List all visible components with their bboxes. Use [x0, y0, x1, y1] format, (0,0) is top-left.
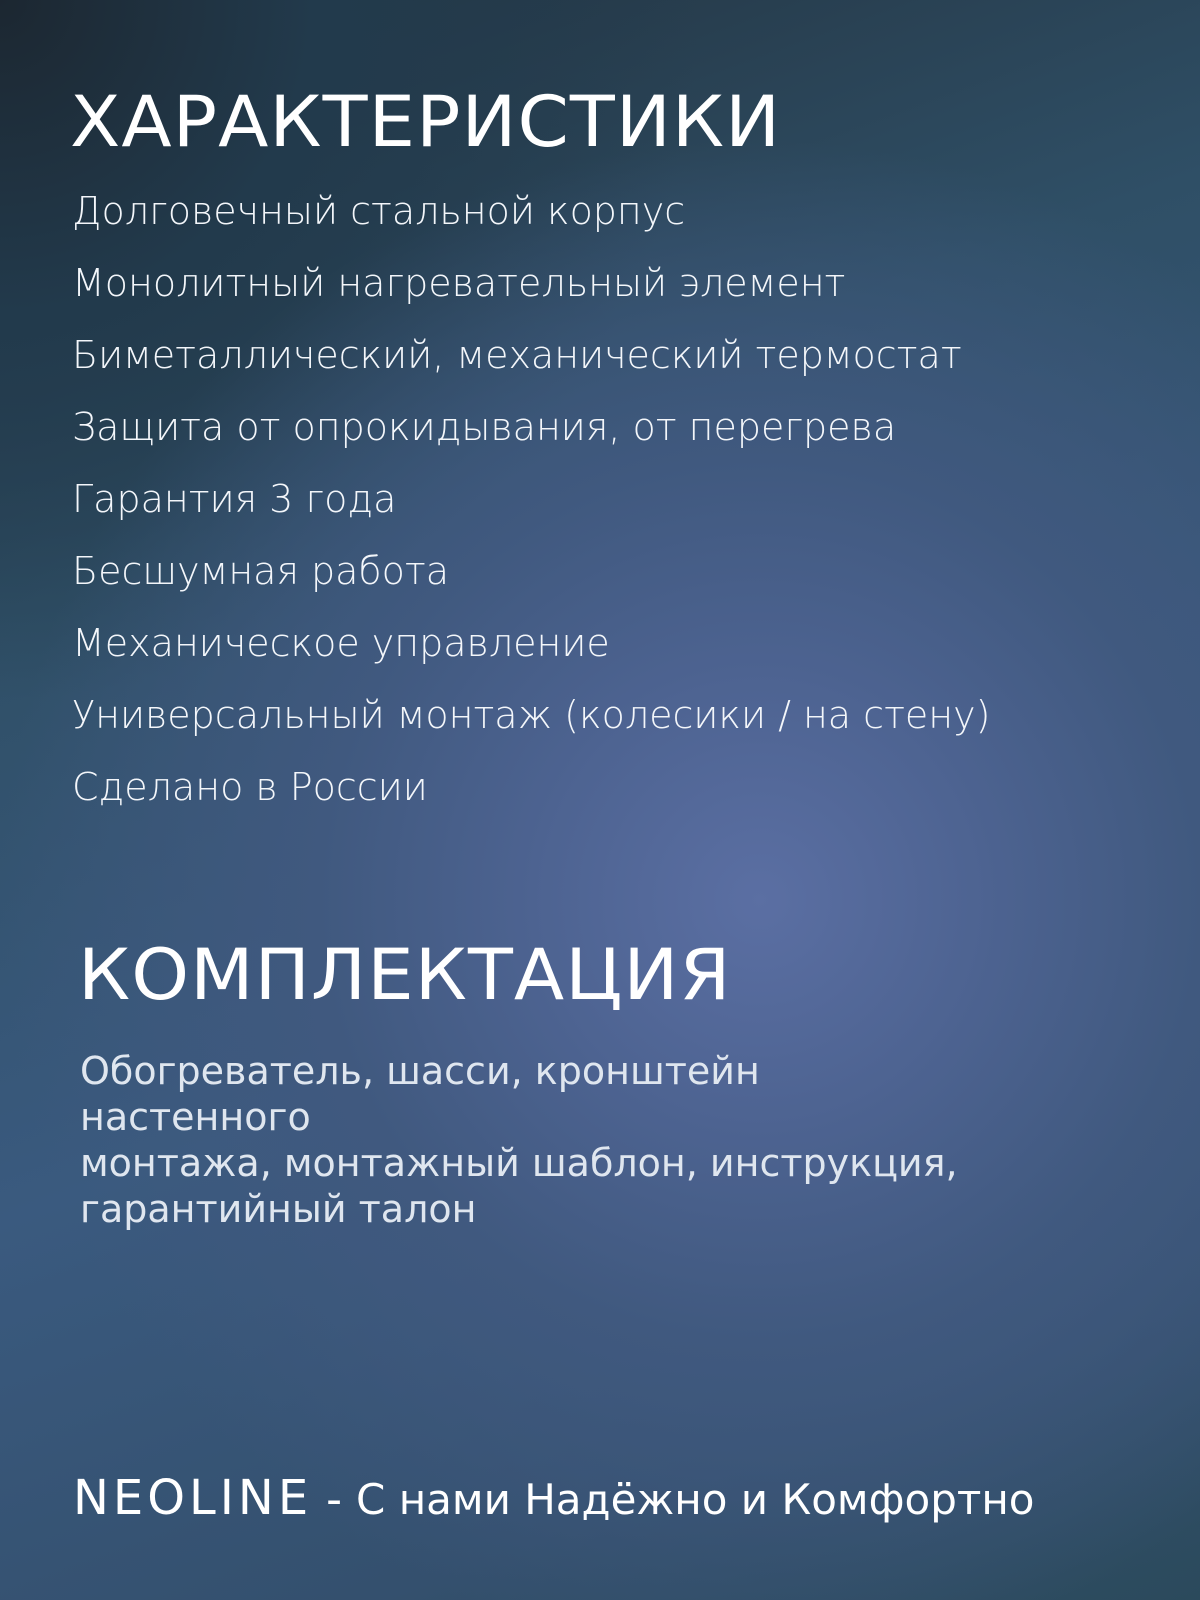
spec-item: Монолитный нагревательный элемент	[72, 261, 846, 305]
kit-line: гарантийный талон	[80, 1187, 477, 1231]
spec-item: Универсальный монтаж (колесики / на стену)	[72, 693, 991, 737]
kit-heading: КОМПЛЕКТАЦИЯ	[78, 934, 732, 1016]
spec-item: Гарантия 3 года	[72, 477, 397, 521]
kit-line: монтажа, монтажный шаблон, инструкция,	[80, 1141, 958, 1185]
brand-footer	[73, 1468, 1035, 1530]
spec-item: Биметаллический, механический термостат	[72, 333, 962, 377]
spec-item: Бесшумная работа	[72, 549, 450, 593]
kit-line: Обогреватель, шасси, кронштейн настенного	[80, 1049, 760, 1139]
kit-description	[80, 1048, 980, 1232]
spec-item: Механическое управление	[72, 621, 610, 665]
brand-name: NEOLINE	[73, 1470, 313, 1526]
footer-separator: -	[312, 1474, 357, 1525]
spec-item: Защита от опрокидывания, от перегрева	[72, 405, 897, 449]
spec-item: Сделано в России	[72, 765, 428, 809]
specs-list	[72, 185, 990, 833]
specs-heading: ХАРАКТЕРИСТИКИ	[70, 81, 782, 163]
spec-item: Долговечный стальной корпус	[72, 189, 686, 233]
brand-tagline: С нами Надёжно и Комфортно	[356, 1475, 1035, 1524]
